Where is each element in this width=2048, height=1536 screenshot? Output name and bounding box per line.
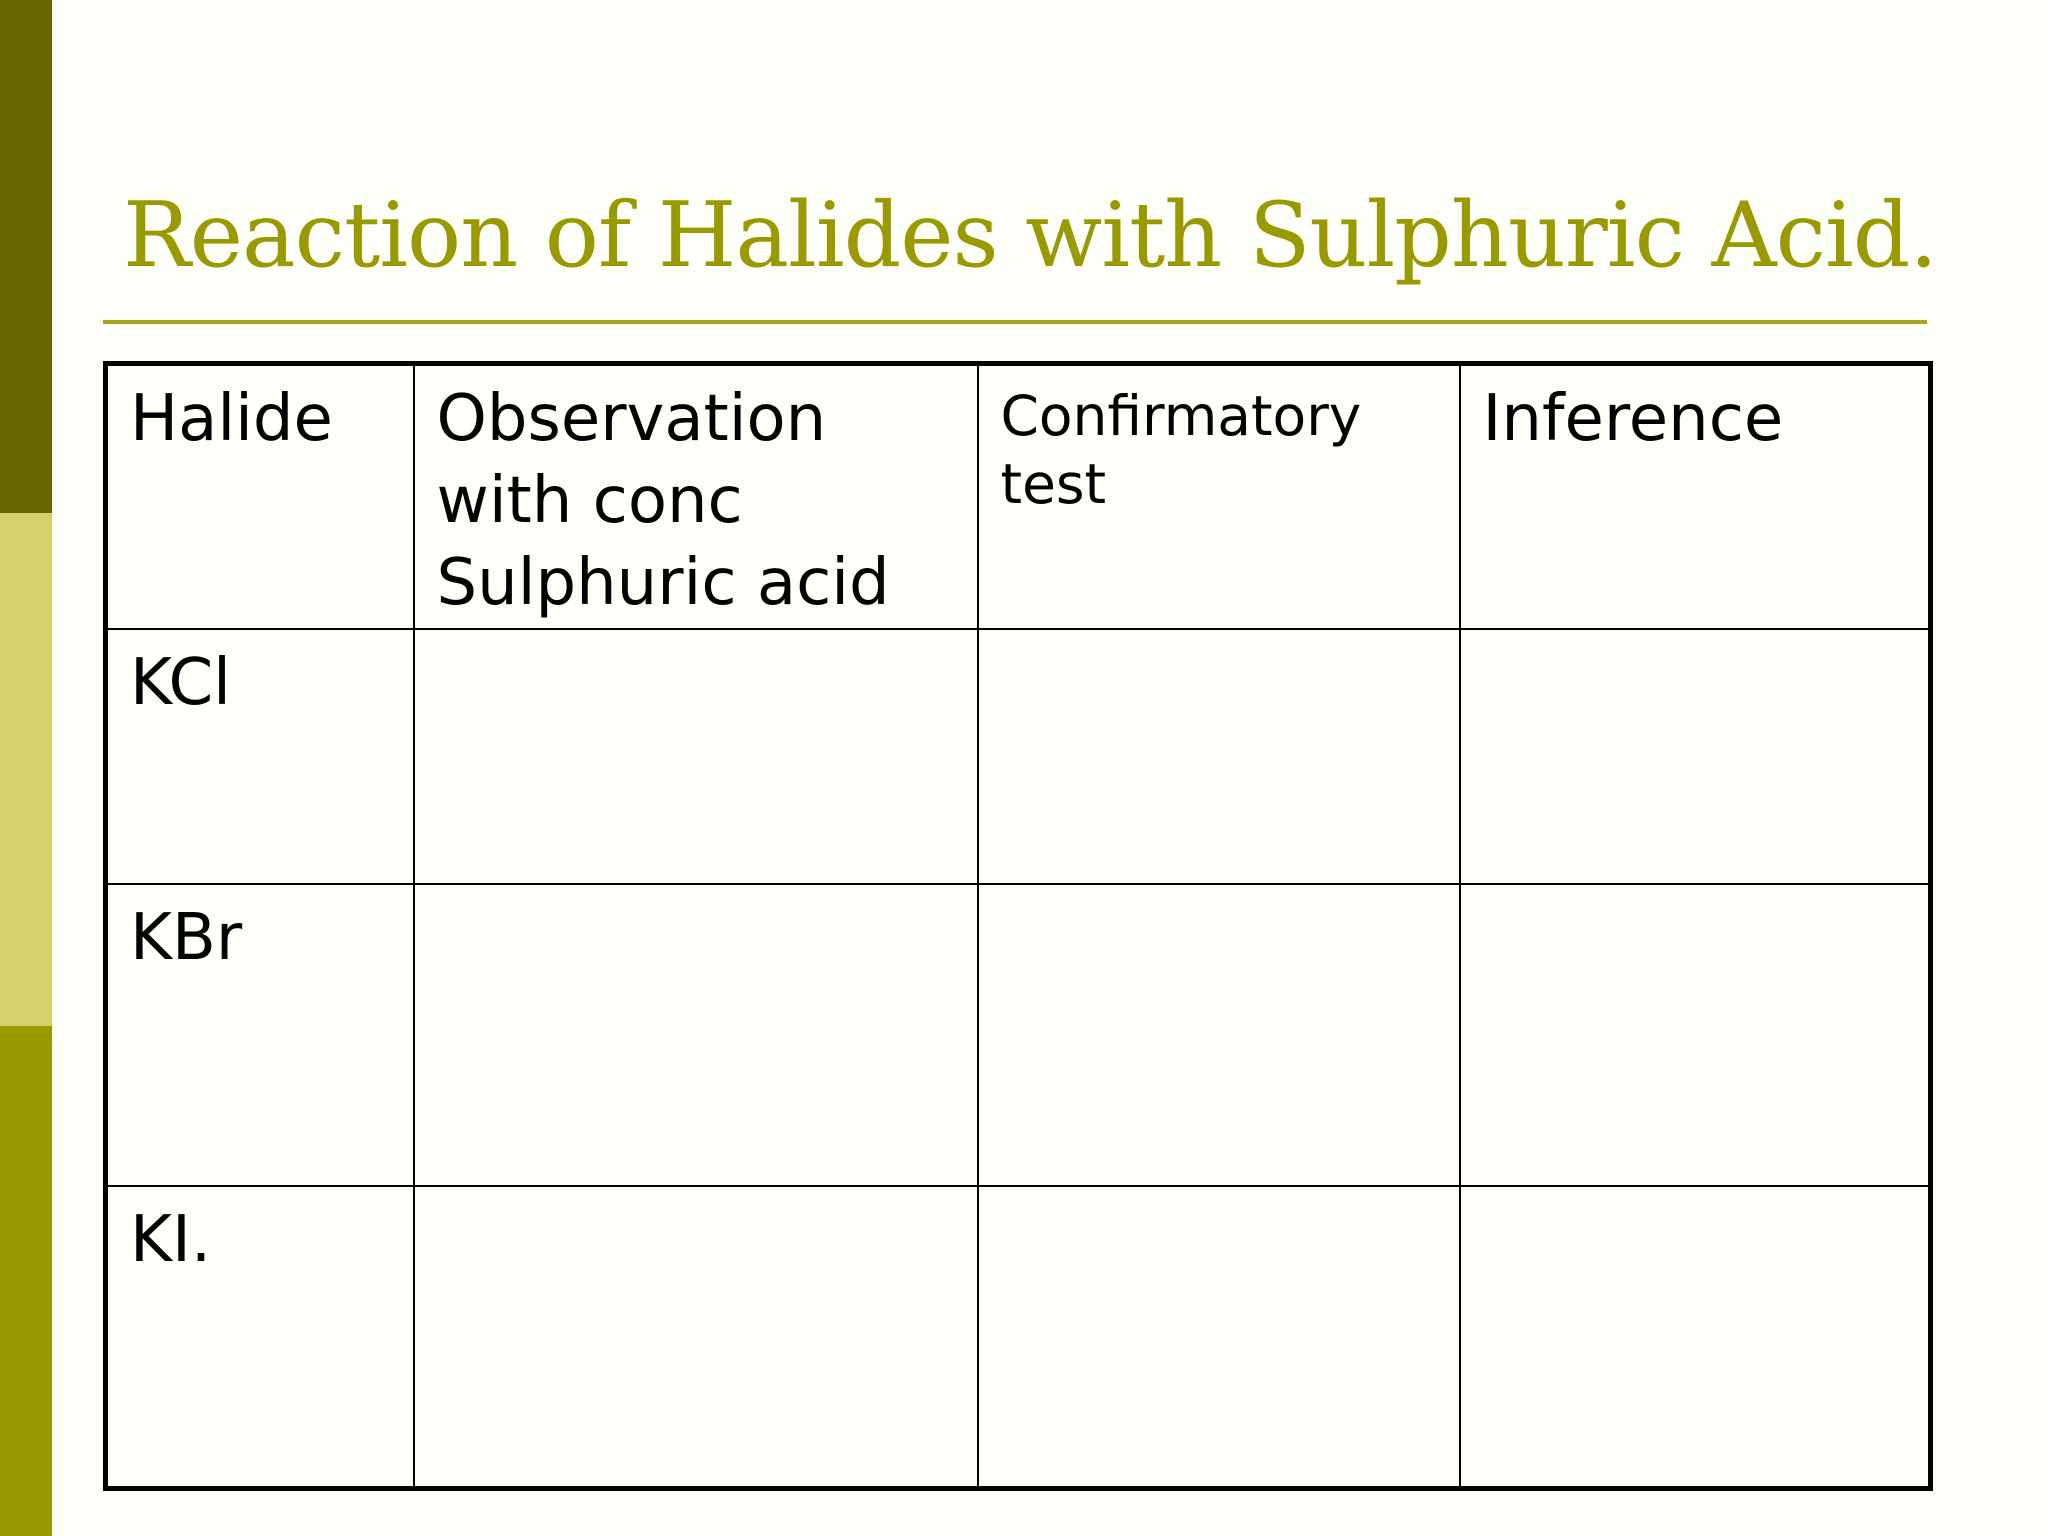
side-bar-dark	[0, 0, 52, 513]
cell-inference	[1460, 629, 1931, 884]
header-inference: Inference	[1460, 364, 1931, 629]
cell-observation	[414, 629, 978, 884]
cell-inference	[1460, 1186, 1931, 1489]
table-row	[106, 884, 1931, 1186]
cell-confirmatory-test	[978, 1186, 1460, 1489]
cell-observation	[414, 1186, 978, 1489]
title-underline	[103, 320, 1927, 324]
cell-inference	[1460, 884, 1931, 1186]
header-confirmatory-test: Confirmatory test	[978, 364, 1460, 629]
cell-confirmatory-test	[978, 884, 1460, 1186]
cell-halide: KCl	[106, 629, 414, 884]
side-bar-olive	[0, 1026, 52, 1536]
cell-halide: KBr	[106, 884, 414, 1186]
table-header-row	[106, 364, 1931, 629]
side-bar-light	[0, 513, 52, 1026]
table-row	[106, 1186, 1931, 1489]
table-row	[106, 629, 1931, 884]
header-observation: Observation with conc Sulphuric acid	[414, 364, 978, 629]
cell-halide: KI.	[106, 1186, 414, 1489]
cell-confirmatory-test	[978, 629, 1460, 884]
halide-reaction-table	[103, 361, 1933, 1491]
slide-title: Reaction of Halides with Sulphuric Acid.	[123, 183, 1938, 288]
cell-observation	[414, 884, 978, 1186]
header-halide: Halide	[106, 364, 414, 629]
